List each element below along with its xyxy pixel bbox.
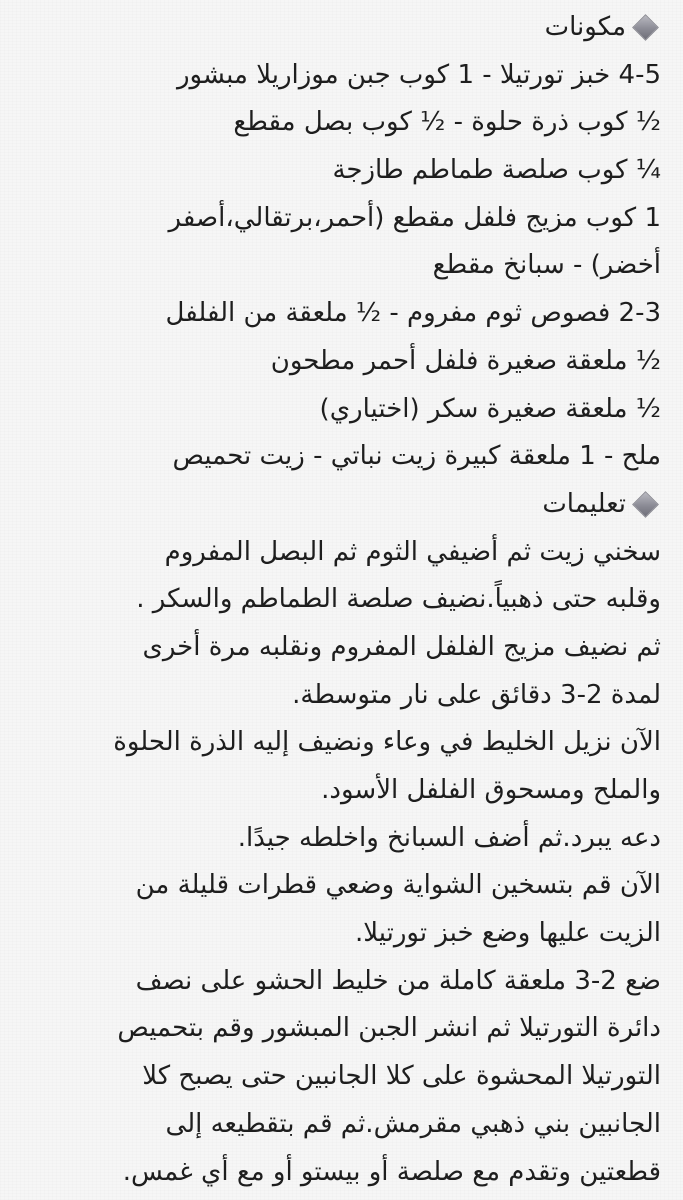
instruction-line: سخني زيت ثم أضيفي الثوم ثم البصل المفروم xyxy=(164,536,661,567)
ingredients-heading xyxy=(22,4,661,52)
instructions-title: تعليمات xyxy=(542,488,626,519)
ingredient-line: ½ كوب ذرة حلوة - ½ كوب بصل مقطع xyxy=(233,107,661,138)
ingredient-line: ملح - 1 ملعقة كبيرة زيت نباتي - زيت تحميص xyxy=(172,441,661,472)
instruction-line: الجانبين بني ذهبي مقرمش.ثم قم بتقطيعه إلى xyxy=(165,1108,661,1139)
ingredient-line: 4-5 خبز تورتيلا - 1 كوب جبن موزاريلا مبشور xyxy=(177,59,661,90)
instruction-line: دعه يبرد.ثم أضف السبانخ واخلطه جيدًا. xyxy=(237,822,661,853)
ingredient-line: 1 كوب مزيج فلفل مقطع (أحمر،برتقالي،أصفر xyxy=(168,202,661,233)
instruction-line: ضع 2-3 ملعقة كاملة من خليط الحشو على نصف xyxy=(135,965,661,996)
instruction-line: والملح ومسحوق الفلفل الأسود. xyxy=(321,775,661,805)
instructions-heading xyxy=(22,481,661,529)
instruction-line: الآن نزيل الخليط في وعاء ونضيف إليه الذرة الحلوة xyxy=(113,727,661,758)
ingredient-line: ½ ملعقة صغيرة سكر (اختياري) xyxy=(319,393,661,424)
instruction-line: لمدة 2-3 دقائق على نار متوسطة. xyxy=(292,679,661,710)
instruction-line: الزيت عليها وضع خبز تورتيلا. xyxy=(354,918,661,949)
instruction-line: وقلبه حتى ذهبياً.نضيف صلصة الطماطم والسكر . xyxy=(136,584,661,615)
ingredients-title: مكونات xyxy=(544,12,626,42)
diamond-bullet-icon xyxy=(632,14,659,41)
instruction-line: الآن قم بتسخين الشواية وضعي قطرات قليلة من xyxy=(135,870,661,901)
diamond-bullet-icon xyxy=(632,491,659,518)
instruction-line: التورتيلا المحشوة على كلا الجانبين حتى يصبح كلا xyxy=(142,1061,661,1092)
ingredient-line: ¼ كوب صلصة طماطم طازجة xyxy=(332,155,661,186)
ingredient-line: 2-3 فصوص ثوم مفروم - ½ ملعقة من الفلفل xyxy=(165,298,661,329)
instruction-line: ثم نضيف مزيج الفلفل المفروم ونقلبه مرة أخرى xyxy=(142,631,661,662)
instruction-line: قطعتين وتقدم مع صلصة أو بيستو أو مع أي غمس. xyxy=(122,1156,661,1187)
ingredient-line: ½ ملعقة صغيرة فلفل أحمر مطحون xyxy=(270,345,661,376)
ingredient-line: أخضر) - سبانخ مقطع xyxy=(432,250,661,281)
instruction-line: دائرة التورتيلا ثم انشر الجبن المبشور وقم بتحميص xyxy=(117,1013,661,1044)
